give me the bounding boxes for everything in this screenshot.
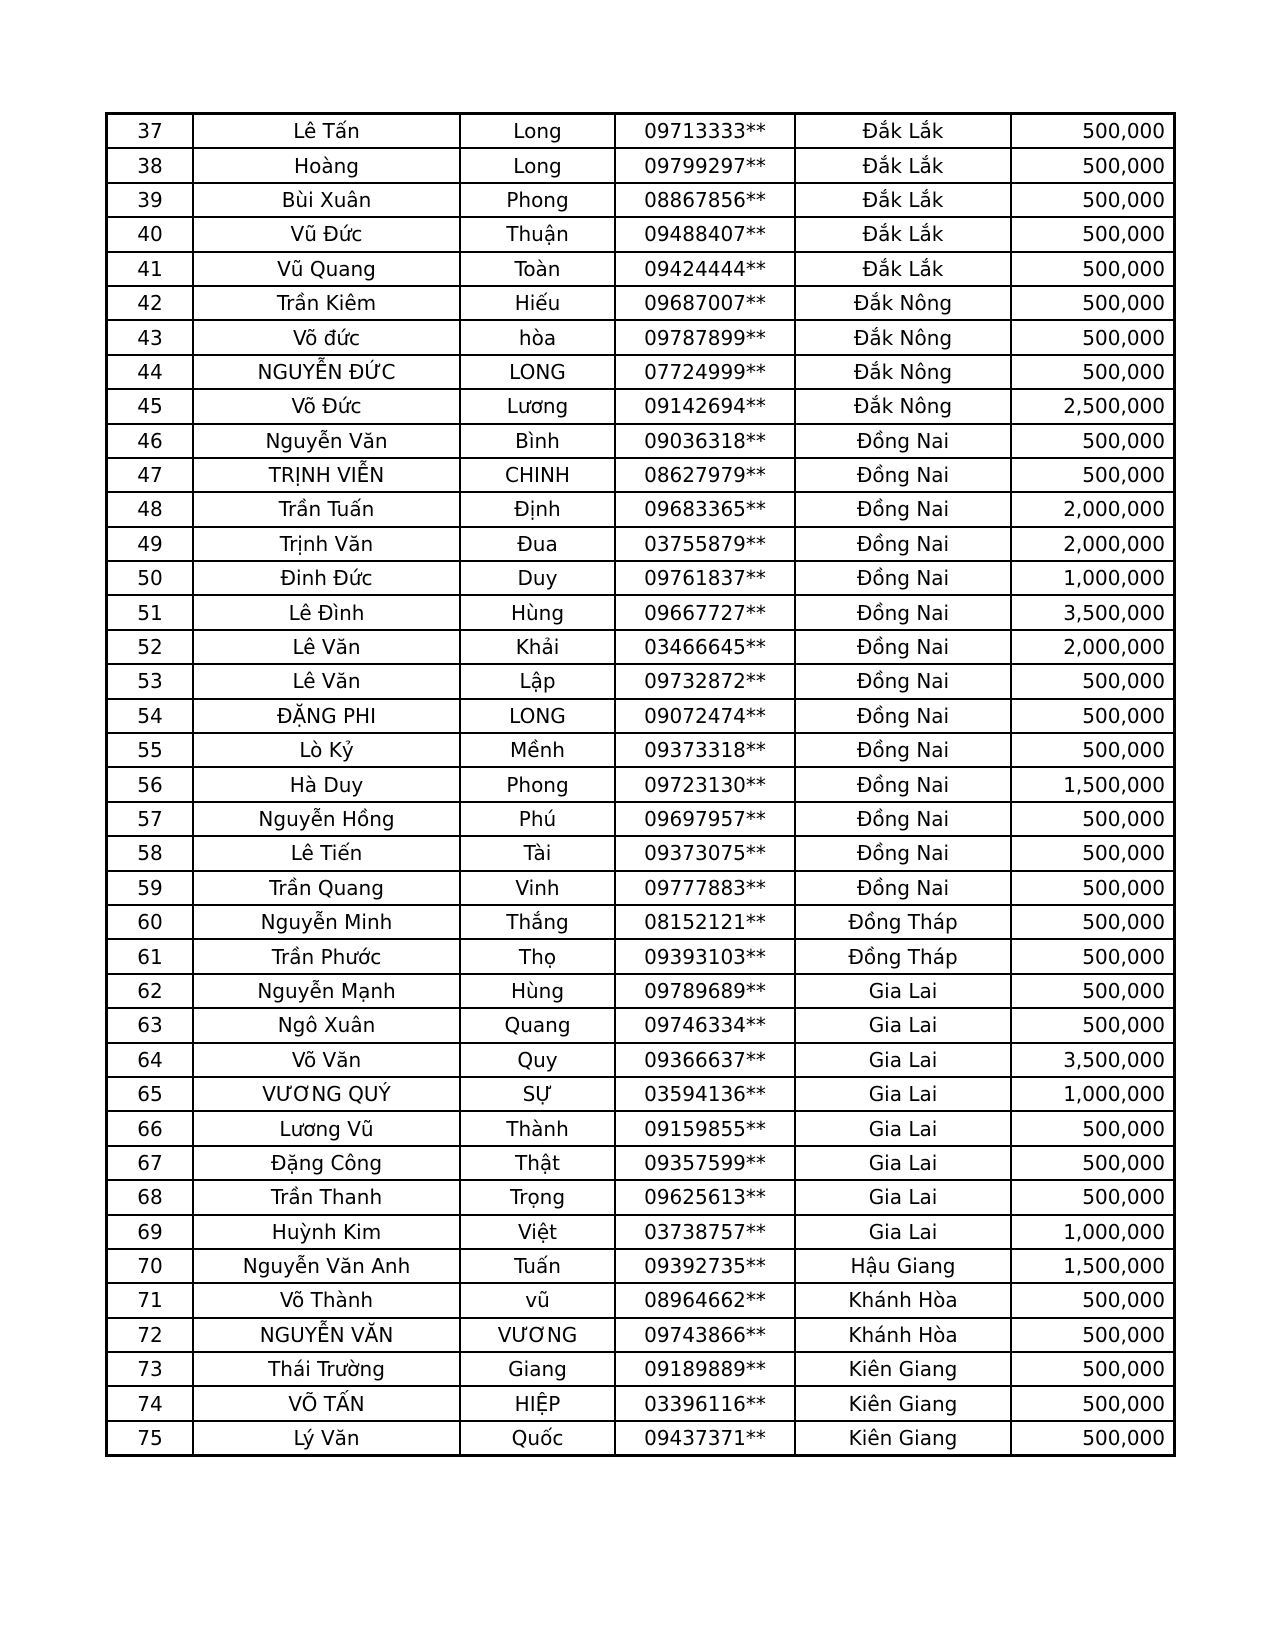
- row-number-cell: 41: [107, 252, 194, 286]
- amount-cell: 500,000: [1011, 974, 1175, 1008]
- table-row: [107, 664, 1175, 698]
- table-row: [107, 974, 1175, 1008]
- surname-cell: Thái Trường: [193, 1352, 460, 1386]
- given-name-cell: Toàn: [460, 252, 615, 286]
- amount-cell: 2,000,000: [1011, 527, 1175, 561]
- row-number-cell: 42: [107, 286, 194, 320]
- row-number-cell: 63: [107, 1008, 194, 1042]
- given-name-cell: hòa: [460, 320, 615, 354]
- province-cell: Đồng Nai: [795, 733, 1011, 767]
- row-number-cell: 55: [107, 733, 194, 767]
- given-name-cell: vũ: [460, 1283, 615, 1317]
- table-row: [107, 389, 1175, 423]
- table-row: [107, 1352, 1175, 1386]
- table-row: [107, 802, 1175, 836]
- row-number-cell: 49: [107, 527, 194, 561]
- given-name-cell: Trọng: [460, 1180, 615, 1214]
- phone-cell: 09683365**: [615, 492, 795, 526]
- province-cell: Khánh Hòa: [795, 1318, 1011, 1352]
- row-number-cell: 70: [107, 1249, 194, 1283]
- table-row: [107, 1318, 1175, 1352]
- amount-cell: 500,000: [1011, 1111, 1175, 1145]
- row-number-cell: 47: [107, 458, 194, 492]
- table-row: [107, 1111, 1175, 1145]
- amount-cell: 500,000: [1011, 939, 1175, 973]
- table-row: [107, 424, 1175, 458]
- given-name-cell: Bình: [460, 424, 615, 458]
- table-row: [107, 1283, 1175, 1317]
- surname-cell: NGUYỄN VĂN: [193, 1318, 460, 1352]
- province-cell: Đắk Lắk: [795, 183, 1011, 217]
- amount-cell: 500,000: [1011, 905, 1175, 939]
- phone-cell: 09357599**: [615, 1146, 795, 1180]
- province-cell: Gia Lai: [795, 1077, 1011, 1111]
- province-cell: Gia Lai: [795, 1146, 1011, 1180]
- province-cell: Đắk Nông: [795, 286, 1011, 320]
- surname-cell: Võ Văn: [193, 1043, 460, 1077]
- recipient-table: [105, 112, 1176, 1457]
- table-row: [107, 767, 1175, 801]
- province-cell: Đồng Nai: [795, 699, 1011, 733]
- amount-cell: 500,000: [1011, 252, 1175, 286]
- table-row: [107, 871, 1175, 905]
- province-cell: Kiên Giang: [795, 1421, 1011, 1456]
- table-row: [107, 595, 1175, 629]
- province-cell: Đồng Nai: [795, 424, 1011, 458]
- province-cell: Đồng Nai: [795, 802, 1011, 836]
- table-row: [107, 217, 1175, 251]
- given-name-cell: Thật: [460, 1146, 615, 1180]
- amount-cell: 1,500,000: [1011, 767, 1175, 801]
- province-cell: Khánh Hòa: [795, 1283, 1011, 1317]
- row-number-cell: 52: [107, 630, 194, 664]
- surname-cell: NGUYỄN ĐỨC: [193, 355, 460, 389]
- row-number-cell: 56: [107, 767, 194, 801]
- province-cell: Đắk Nông: [795, 389, 1011, 423]
- amount-cell: 500,000: [1011, 699, 1175, 733]
- given-name-cell: Lương: [460, 389, 615, 423]
- given-name-cell: Định: [460, 492, 615, 526]
- surname-cell: Huỳnh Kim: [193, 1215, 460, 1249]
- given-name-cell: Long: [460, 114, 615, 149]
- province-cell: Đồng Nai: [795, 836, 1011, 870]
- table-row: [107, 733, 1175, 767]
- given-name-cell: Long: [460, 148, 615, 182]
- surname-cell: Vũ Đức: [193, 217, 460, 251]
- province-cell: Gia Lai: [795, 1111, 1011, 1145]
- row-number-cell: 45: [107, 389, 194, 423]
- surname-cell: Lê Văn: [193, 630, 460, 664]
- phone-cell: 09743866**: [615, 1318, 795, 1352]
- row-number-cell: 67: [107, 1146, 194, 1180]
- table-row: [107, 1421, 1175, 1456]
- surname-cell: ĐẶNG PHI: [193, 699, 460, 733]
- table-row: [107, 561, 1175, 595]
- given-name-cell: VƯƠNG: [460, 1318, 615, 1352]
- province-cell: Hậu Giang: [795, 1249, 1011, 1283]
- surname-cell: Trần Kiêm: [193, 286, 460, 320]
- amount-cell: 500,000: [1011, 1421, 1175, 1456]
- province-cell: Đồng Nai: [795, 458, 1011, 492]
- province-cell: Đắk Nông: [795, 320, 1011, 354]
- table-row: [107, 355, 1175, 389]
- province-cell: Đồng Nai: [795, 492, 1011, 526]
- row-number-cell: 59: [107, 871, 194, 905]
- given-name-cell: Lập: [460, 664, 615, 698]
- phone-cell: 09036318**: [615, 424, 795, 458]
- row-number-cell: 43: [107, 320, 194, 354]
- amount-cell: 500,000: [1011, 458, 1175, 492]
- table-row: [107, 252, 1175, 286]
- row-number-cell: 62: [107, 974, 194, 1008]
- phone-cell: 09189889**: [615, 1352, 795, 1386]
- given-name-cell: Hùng: [460, 974, 615, 1008]
- phone-cell: 09488407**: [615, 217, 795, 251]
- amount-cell: 500,000: [1011, 217, 1175, 251]
- surname-cell: Hoàng: [193, 148, 460, 182]
- phone-cell: 09761837**: [615, 561, 795, 595]
- table-row: [107, 905, 1175, 939]
- row-number-cell: 74: [107, 1386, 194, 1420]
- table-row: [107, 114, 1175, 149]
- surname-cell: Trần Tuấn: [193, 492, 460, 526]
- phone-cell: 03755879**: [615, 527, 795, 561]
- given-name-cell: Thành: [460, 1111, 615, 1145]
- amount-cell: 500,000: [1011, 148, 1175, 182]
- row-number-cell: 57: [107, 802, 194, 836]
- row-number-cell: 73: [107, 1352, 194, 1386]
- given-name-cell: LONG: [460, 355, 615, 389]
- amount-cell: 3,500,000: [1011, 595, 1175, 629]
- surname-cell: Đinh Đức: [193, 561, 460, 595]
- table-row: [107, 148, 1175, 182]
- row-number-cell: 50: [107, 561, 194, 595]
- phone-cell: 09437371**: [615, 1421, 795, 1456]
- row-number-cell: 71: [107, 1283, 194, 1317]
- phone-cell: 08964662**: [615, 1283, 795, 1317]
- table-row: [107, 320, 1175, 354]
- surname-cell: VÕ TẤN: [193, 1386, 460, 1420]
- table-row: [107, 1146, 1175, 1180]
- province-cell: Đồng Nai: [795, 871, 1011, 905]
- given-name-cell: Phong: [460, 183, 615, 217]
- province-cell: Gia Lai: [795, 1008, 1011, 1042]
- surname-cell: TRỊNH VIỄN: [193, 458, 460, 492]
- table-row: [107, 527, 1175, 561]
- surname-cell: Trần Phước: [193, 939, 460, 973]
- phone-cell: 09687007**: [615, 286, 795, 320]
- surname-cell: Nguyễn Mạnh: [193, 974, 460, 1008]
- surname-cell: Ngô Xuân: [193, 1008, 460, 1042]
- row-number-cell: 38: [107, 148, 194, 182]
- row-number-cell: 46: [107, 424, 194, 458]
- amount-cell: 500,000: [1011, 355, 1175, 389]
- province-cell: Đồng Nai: [795, 630, 1011, 664]
- surname-cell: Bùi Xuân: [193, 183, 460, 217]
- phone-cell: 03396116**: [615, 1386, 795, 1420]
- row-number-cell: 66: [107, 1111, 194, 1145]
- province-cell: Gia Lai: [795, 1180, 1011, 1214]
- amount-cell: 2,500,000: [1011, 389, 1175, 423]
- surname-cell: Nguyễn Văn: [193, 424, 460, 458]
- table-row: [107, 1008, 1175, 1042]
- surname-cell: VƯƠNG QUÝ: [193, 1077, 460, 1111]
- amount-cell: 500,000: [1011, 1283, 1175, 1317]
- province-cell: Đắk Lắk: [795, 114, 1011, 149]
- row-number-cell: 48: [107, 492, 194, 526]
- phone-cell: 09373318**: [615, 733, 795, 767]
- amount-cell: 500,000: [1011, 1180, 1175, 1214]
- row-number-cell: 53: [107, 664, 194, 698]
- given-name-cell: Khải: [460, 630, 615, 664]
- surname-cell: Lương Vũ: [193, 1111, 460, 1145]
- table-row: [107, 1249, 1175, 1283]
- phone-cell: 09392735**: [615, 1249, 795, 1283]
- phone-cell: 09777883**: [615, 871, 795, 905]
- surname-cell: Vũ Quang: [193, 252, 460, 286]
- table-row: [107, 1180, 1175, 1214]
- given-name-cell: Vinh: [460, 871, 615, 905]
- phone-cell: 09799297**: [615, 148, 795, 182]
- given-name-cell: Phong: [460, 767, 615, 801]
- given-name-cell: Việt: [460, 1215, 615, 1249]
- amount-cell: 500,000: [1011, 286, 1175, 320]
- phone-cell: 08627979**: [615, 458, 795, 492]
- table-row: [107, 699, 1175, 733]
- surname-cell: Trần Quang: [193, 871, 460, 905]
- phone-cell: 09424444**: [615, 252, 795, 286]
- surname-cell: Lê Tấn: [193, 114, 460, 149]
- province-cell: Đắk Lắk: [795, 217, 1011, 251]
- phone-cell: 09366637**: [615, 1043, 795, 1077]
- phone-cell: 09142694**: [615, 389, 795, 423]
- given-name-cell: Hùng: [460, 595, 615, 629]
- phone-cell: 09373075**: [615, 836, 795, 870]
- given-name-cell: Thọ: [460, 939, 615, 973]
- province-cell: Đồng Nai: [795, 561, 1011, 595]
- row-number-cell: 58: [107, 836, 194, 870]
- surname-cell: Nguyễn Hồng: [193, 802, 460, 836]
- amount-cell: 500,000: [1011, 424, 1175, 458]
- phone-cell: 09713333**: [615, 114, 795, 149]
- phone-cell: 09667727**: [615, 595, 795, 629]
- row-number-cell: 61: [107, 939, 194, 973]
- phone-cell: 09625613**: [615, 1180, 795, 1214]
- province-cell: Đồng Nai: [795, 767, 1011, 801]
- given-name-cell: CHINH: [460, 458, 615, 492]
- phone-cell: 03738757**: [615, 1215, 795, 1249]
- phone-cell: 09159855**: [615, 1111, 795, 1145]
- row-number-cell: 39: [107, 183, 194, 217]
- phone-cell: 09697957**: [615, 802, 795, 836]
- row-number-cell: 72: [107, 1318, 194, 1352]
- amount-cell: 500,000: [1011, 1352, 1175, 1386]
- amount-cell: 500,000: [1011, 1146, 1175, 1180]
- province-cell: Kiên Giang: [795, 1386, 1011, 1420]
- province-cell: Đắk Nông: [795, 355, 1011, 389]
- province-cell: Đồng Tháp: [795, 939, 1011, 973]
- province-cell: Đắk Lắk: [795, 252, 1011, 286]
- given-name-cell: Tuấn: [460, 1249, 615, 1283]
- given-name-cell: Hiếu: [460, 286, 615, 320]
- province-cell: Đắk Lắk: [795, 148, 1011, 182]
- row-number-cell: 68: [107, 1180, 194, 1214]
- surname-cell: Lê Văn: [193, 664, 460, 698]
- amount-cell: 500,000: [1011, 802, 1175, 836]
- phone-cell: 09723130**: [615, 767, 795, 801]
- surname-cell: Đặng Công: [193, 1146, 460, 1180]
- phone-cell: 08152121**: [615, 905, 795, 939]
- province-cell: Đồng Nai: [795, 527, 1011, 561]
- province-cell: Đồng Nai: [795, 595, 1011, 629]
- phone-cell: 09393103**: [615, 939, 795, 973]
- table-row: [107, 939, 1175, 973]
- row-number-cell: 51: [107, 595, 194, 629]
- surname-cell: Lê Đình: [193, 595, 460, 629]
- amount-cell: 500,000: [1011, 183, 1175, 217]
- amount-cell: 500,000: [1011, 1386, 1175, 1420]
- table-row: [107, 286, 1175, 320]
- given-name-cell: Phú: [460, 802, 615, 836]
- surname-cell: Võ đức: [193, 320, 460, 354]
- given-name-cell: SỰ: [460, 1077, 615, 1111]
- given-name-cell: Thắng: [460, 905, 615, 939]
- given-name-cell: Quang: [460, 1008, 615, 1042]
- phone-cell: 08867856**: [615, 183, 795, 217]
- surname-cell: Hà Duy: [193, 767, 460, 801]
- province-cell: Đồng Nai: [795, 664, 1011, 698]
- row-number-cell: 54: [107, 699, 194, 733]
- given-name-cell: Thuận: [460, 217, 615, 251]
- given-name-cell: Duy: [460, 561, 615, 595]
- table-row: [107, 458, 1175, 492]
- amount-cell: 3,500,000: [1011, 1043, 1175, 1077]
- amount-cell: 2,000,000: [1011, 630, 1175, 664]
- given-name-cell: Tài: [460, 836, 615, 870]
- amount-cell: 500,000: [1011, 1008, 1175, 1042]
- given-name-cell: HIỆP: [460, 1386, 615, 1420]
- row-number-cell: 69: [107, 1215, 194, 1249]
- province-cell: Đồng Tháp: [795, 905, 1011, 939]
- table-row: [107, 630, 1175, 664]
- table-body: [107, 114, 1175, 1456]
- amount-cell: 1,000,000: [1011, 1077, 1175, 1111]
- amount-cell: 1,000,000: [1011, 1215, 1175, 1249]
- amount-cell: 500,000: [1011, 733, 1175, 767]
- phone-cell: 09732872**: [615, 664, 795, 698]
- given-name-cell: Quy: [460, 1043, 615, 1077]
- given-name-cell: Mềnh: [460, 733, 615, 767]
- phone-cell: 09787899**: [615, 320, 795, 354]
- table-row: [107, 492, 1175, 526]
- given-name-cell: Giang: [460, 1352, 615, 1386]
- amount-cell: 500,000: [1011, 871, 1175, 905]
- phone-cell: 07724999**: [615, 355, 795, 389]
- table-row: [107, 183, 1175, 217]
- row-number-cell: 60: [107, 905, 194, 939]
- row-number-cell: 65: [107, 1077, 194, 1111]
- surname-cell: Lò Kỷ: [193, 733, 460, 767]
- given-name-cell: Quốc: [460, 1421, 615, 1456]
- row-number-cell: 37: [107, 114, 194, 149]
- surname-cell: Nguyễn Văn Anh: [193, 1249, 460, 1283]
- row-number-cell: 40: [107, 217, 194, 251]
- surname-cell: Trần Thanh: [193, 1180, 460, 1214]
- given-name-cell: LONG: [460, 699, 615, 733]
- amount-cell: 500,000: [1011, 114, 1175, 149]
- amount-cell: 500,000: [1011, 1318, 1175, 1352]
- table-row: [107, 1215, 1175, 1249]
- phone-cell: 09746334**: [615, 1008, 795, 1042]
- row-number-cell: 44: [107, 355, 194, 389]
- province-cell: Kiên Giang: [795, 1352, 1011, 1386]
- table-row: [107, 1043, 1175, 1077]
- surname-cell: Võ Đức: [193, 389, 460, 423]
- phone-cell: 09789689**: [615, 974, 795, 1008]
- amount-cell: 1,500,000: [1011, 1249, 1175, 1283]
- row-number-cell: 75: [107, 1421, 194, 1456]
- table-row: [107, 836, 1175, 870]
- phone-cell: 03466645**: [615, 630, 795, 664]
- phone-cell: 03594136**: [615, 1077, 795, 1111]
- province-cell: Gia Lai: [795, 974, 1011, 1008]
- province-cell: Gia Lai: [795, 1215, 1011, 1249]
- amount-cell: 1,000,000: [1011, 561, 1175, 595]
- surname-cell: Lý Văn: [193, 1421, 460, 1456]
- table-row: [107, 1386, 1175, 1420]
- amount-cell: 2,000,000: [1011, 492, 1175, 526]
- surname-cell: Võ Thành: [193, 1283, 460, 1317]
- amount-cell: 500,000: [1011, 836, 1175, 870]
- surname-cell: Nguyễn Minh: [193, 905, 460, 939]
- surname-cell: Lê Tiến: [193, 836, 460, 870]
- given-name-cell: Đua: [460, 527, 615, 561]
- amount-cell: 500,000: [1011, 320, 1175, 354]
- table-row: [107, 1077, 1175, 1111]
- surname-cell: Trịnh Văn: [193, 527, 460, 561]
- row-number-cell: 64: [107, 1043, 194, 1077]
- phone-cell: 09072474**: [615, 699, 795, 733]
- amount-cell: 500,000: [1011, 664, 1175, 698]
- province-cell: Gia Lai: [795, 1043, 1011, 1077]
